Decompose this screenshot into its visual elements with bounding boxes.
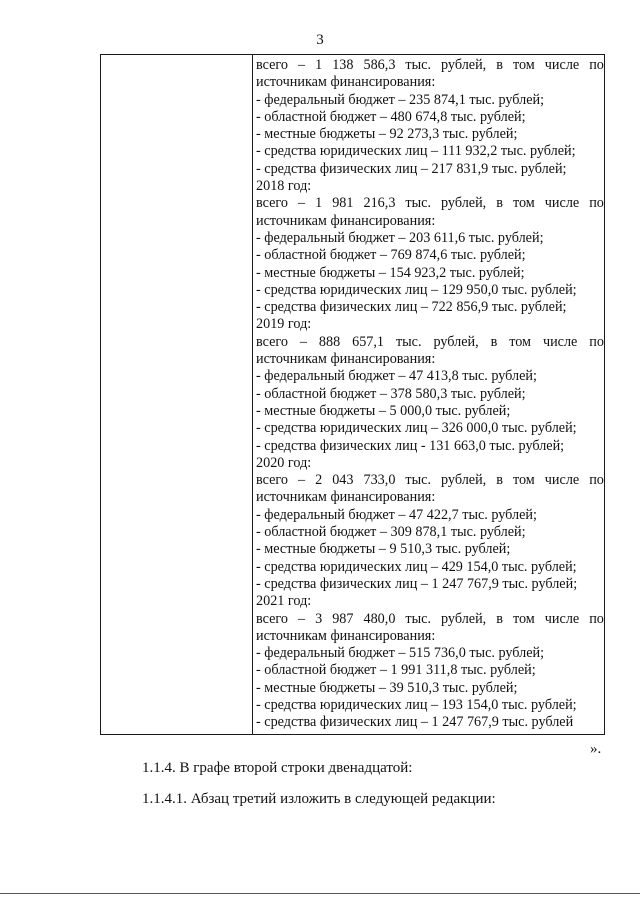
funding-line: 2020 год: (256, 454, 312, 471)
funding-line: - областной бюджет – 1 991 311,8 тыс. рублей; (256, 662, 536, 679)
funding-line: - областной бюджет – 480 674,8 тыс. рублей; (256, 108, 526, 125)
funding-line: 2019 год: (256, 316, 312, 333)
table-column-divider (252, 55, 253, 734)
closing-quote: ». (590, 741, 602, 757)
funding-line: источникам финансирования: (256, 212, 436, 229)
funding-line: - средства физических лиц – 1 247 767,9 тыс. рублей; (256, 575, 578, 592)
funding-line: - средства физических лиц – 217 831,9 тыс. рублей; (256, 160, 567, 177)
paragraph-1-1-4-1: 1.1.4.1. Абзац третий изложить в следующей редакции: (142, 791, 496, 807)
funding-line: - средства юридических лиц – 193 154,0 тыс. рублей; (256, 696, 577, 713)
funding-line: - областной бюджет – 378 580,3 тыс. рублей; (256, 385, 526, 402)
funding-line: - средства юридических лиц – 429 154,0 тыс. рублей; (256, 558, 577, 575)
bottom-rule (0, 893, 640, 894)
funding-line: всего – 888 657,1 тыс. рублей, в том числе по (256, 333, 604, 350)
funding-line: - средства юридических лиц – 326 000,0 тыс. рублей; (256, 420, 577, 437)
page-number: 3 (316, 32, 324, 48)
funding-line: - областной бюджет – 769 874,6 тыс. рублей; (256, 247, 526, 264)
funding-line: источникам финансирования: (256, 489, 436, 506)
funding-line: - федеральный бюджет – 515 736,0 тыс. рублей; (256, 645, 545, 662)
funding-line: - федеральный бюджет – 235 874,1 тыс. рублей; (256, 91, 545, 108)
funding-line: всего – 1 981 216,3 тыс. рублей, в том числе по (256, 195, 604, 212)
funding-line: - местные бюджеты – 9 510,3 тыс. рублей; (256, 541, 511, 558)
funding-table (100, 54, 605, 735)
funding-line: всего – 2 043 733,0 тыс. рублей, в том числе по (256, 472, 604, 489)
funding-line: 2021 год: (256, 593, 312, 610)
funding-line: всего – 1 138 586,3 тыс. рублей, в том числе по (256, 57, 604, 73)
funding-line: - областной бюджет – 309 878,1 тыс. рублей; (256, 524, 526, 541)
funding-line: источникам финансирования: (256, 351, 436, 368)
funding-details-cell (256, 57, 604, 732)
funding-line: - федеральный бюджет – 203 611,6 тыс. рублей; (256, 229, 544, 246)
funding-line: - федеральный бюджет – 47 413,8 тыс. рублей; (256, 368, 537, 385)
funding-line: - местные бюджеты – 154 923,2 тыс. рублей; (256, 264, 525, 281)
paragraph-1-1-4: 1.1.4. В графе второй строки двенадцатой: (142, 760, 413, 776)
funding-line: - местные бюджеты – 92 273,3 тыс. рублей; (256, 126, 518, 143)
funding-line: источникам финансирования: (256, 627, 436, 644)
funding-line: источникам финансирования: (256, 74, 436, 91)
funding-line: - местные бюджеты – 39 510,3 тыс. рублей; (256, 679, 518, 696)
funding-line: - средства физических лиц – 722 856,9 тыс. рублей; (256, 299, 567, 316)
funding-line: - средства физических лиц - 131 663,0 тыс. рублей; (256, 437, 565, 454)
funding-line: - средства юридических лиц – 111 932,2 тыс. рублей; (256, 143, 576, 160)
funding-line: всего – 3 987 480,0 тыс. рублей, в том числе по (256, 610, 604, 627)
funding-line: - средства физических лиц – 1 247 767,9 тыс. рублей (256, 714, 574, 731)
funding-line: 2018 год: (256, 178, 312, 195)
funding-line: - местные бюджеты – 5 000,0 тыс. рублей; (256, 402, 511, 419)
funding-line: - средства юридических лиц – 129 950,0 тыс. рублей; (256, 281, 577, 298)
funding-line: - федеральный бюджет – 47 422,7 тыс. рублей; (256, 506, 537, 523)
